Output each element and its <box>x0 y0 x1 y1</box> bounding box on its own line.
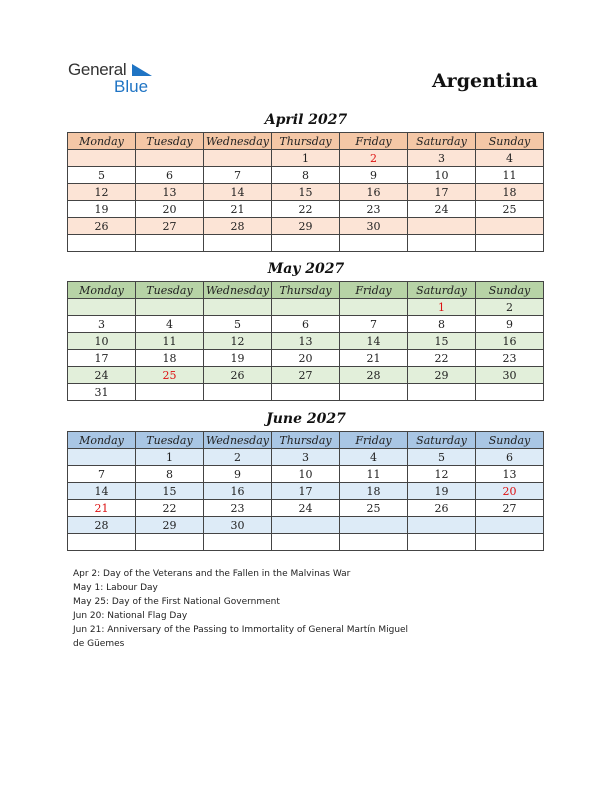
empty-day-cell <box>204 534 272 551</box>
day-cell: 21 <box>68 500 136 517</box>
day-cell: 20 <box>136 201 204 218</box>
weekday-header: Wednesday <box>204 133 272 150</box>
day-cell: 17 <box>68 350 136 367</box>
calendar-april <box>67 132 544 252</box>
empty-day-cell <box>408 218 476 235</box>
empty-day-cell <box>68 449 136 466</box>
empty-day-cell <box>272 235 340 252</box>
day-cell: 7 <box>68 466 136 483</box>
day-cell: 3 <box>408 150 476 167</box>
week-row <box>68 167 544 184</box>
empty-day-cell <box>408 517 476 534</box>
day-cell: 5 <box>408 449 476 466</box>
week-row <box>68 500 544 517</box>
day-cell: 11 <box>340 466 408 483</box>
day-cell: 19 <box>68 201 136 218</box>
weekday-header: Friday <box>340 282 408 299</box>
day-cell: 25 <box>340 500 408 517</box>
empty-day-cell <box>340 534 408 551</box>
empty-day-cell <box>340 235 408 252</box>
empty-day-cell <box>408 384 476 401</box>
calendar-june <box>67 431 544 551</box>
weekday-header: Saturday <box>408 282 476 299</box>
holiday-note: May 25: Day of the First National Government <box>73 597 280 607</box>
week-row <box>68 384 544 401</box>
holiday-notes <box>73 567 433 651</box>
day-cell: 19 <box>204 350 272 367</box>
day-cell: 6 <box>136 167 204 184</box>
week-row <box>68 235 544 252</box>
day-cell: 15 <box>136 483 204 500</box>
day-cell: 29 <box>408 367 476 384</box>
day-cell: 23 <box>204 500 272 517</box>
weekday-header: Wednesday <box>204 282 272 299</box>
day-cell: 28 <box>204 218 272 235</box>
day-cell: 17 <box>272 483 340 500</box>
weekday-header: Tuesday <box>136 432 204 449</box>
empty-day-cell <box>476 235 544 252</box>
week-row <box>68 466 544 483</box>
day-cell: 2 <box>476 299 544 316</box>
empty-day-cell <box>340 299 408 316</box>
day-cell: 20 <box>272 350 340 367</box>
empty-day-cell <box>476 218 544 235</box>
weekday-header: Thursday <box>272 282 340 299</box>
day-cell: 12 <box>408 466 476 483</box>
day-cell: 14 <box>68 483 136 500</box>
day-cell: 16 <box>204 483 272 500</box>
holiday-note: May 1: Labour Day <box>73 583 158 593</box>
day-cell: 30 <box>204 517 272 534</box>
month-title-june: June 2027 <box>266 411 346 427</box>
weekday-header: Wednesday <box>204 432 272 449</box>
day-cell: 27 <box>476 500 544 517</box>
holiday-note: de Güemes <box>73 639 125 649</box>
day-cell: 21 <box>204 201 272 218</box>
day-cell: 22 <box>136 500 204 517</box>
holiday-note: Jun 20: National Flag Day <box>73 611 188 621</box>
day-cell: 9 <box>340 167 408 184</box>
day-cell: 8 <box>408 316 476 333</box>
day-cell: 16 <box>476 333 544 350</box>
empty-day-cell <box>340 384 408 401</box>
week-row <box>68 150 544 167</box>
week-row <box>68 201 544 218</box>
empty-day-cell <box>68 235 136 252</box>
day-cell: 5 <box>68 167 136 184</box>
weekday-header: Friday <box>340 432 408 449</box>
week-row <box>68 333 544 350</box>
weekday-header: Thursday <box>272 432 340 449</box>
day-cell: 14 <box>340 333 408 350</box>
day-cell: 1 <box>408 299 476 316</box>
day-cell: 2 <box>204 449 272 466</box>
empty-day-cell <box>272 534 340 551</box>
day-cell: 1 <box>272 150 340 167</box>
day-cell: 5 <box>204 316 272 333</box>
day-cell: 29 <box>272 218 340 235</box>
day-cell: 9 <box>476 316 544 333</box>
day-cell: 2 <box>340 150 408 167</box>
day-cell: 21 <box>340 350 408 367</box>
weekday-header-row <box>68 282 544 299</box>
day-cell: 26 <box>204 367 272 384</box>
week-row <box>68 218 544 235</box>
day-cell: 9 <box>204 466 272 483</box>
day-cell: 10 <box>272 466 340 483</box>
day-cell: 24 <box>272 500 340 517</box>
month-title-may: May 2027 <box>267 261 345 277</box>
weekday-header: Saturday <box>408 133 476 150</box>
day-cell: 25 <box>476 201 544 218</box>
day-cell: 26 <box>408 500 476 517</box>
weekday-header: Sunday <box>476 133 544 150</box>
weekday-header: Tuesday <box>136 282 204 299</box>
day-cell: 26 <box>68 218 136 235</box>
day-cell: 28 <box>340 367 408 384</box>
weekday-header: Saturday <box>408 432 476 449</box>
empty-day-cell <box>136 150 204 167</box>
empty-day-cell <box>204 150 272 167</box>
day-cell: 18 <box>136 350 204 367</box>
day-cell: 22 <box>272 201 340 218</box>
empty-day-cell <box>68 150 136 167</box>
day-cell: 15 <box>272 184 340 201</box>
day-cell: 13 <box>272 333 340 350</box>
holiday-note: Apr 2: Day of the Veterans and the Fallen in the Malvinas War <box>73 569 351 579</box>
day-cell: 18 <box>476 184 544 201</box>
day-cell: 1 <box>136 449 204 466</box>
week-row <box>68 517 544 534</box>
month-title-april: April 2027 <box>264 112 348 128</box>
day-cell: 28 <box>68 517 136 534</box>
day-cell: 27 <box>272 367 340 384</box>
day-cell: 13 <box>136 184 204 201</box>
weekday-header-row <box>68 432 544 449</box>
empty-day-cell <box>136 384 204 401</box>
day-cell: 6 <box>272 316 340 333</box>
day-cell: 13 <box>476 466 544 483</box>
empty-day-cell <box>476 517 544 534</box>
calendar-may <box>67 281 544 401</box>
day-cell: 30 <box>476 367 544 384</box>
country-title: Argentina <box>431 70 538 92</box>
weekday-header: Monday <box>68 432 136 449</box>
week-row <box>68 299 544 316</box>
day-cell: 8 <box>272 167 340 184</box>
day-cell: 16 <box>340 184 408 201</box>
week-row <box>68 316 544 333</box>
empty-day-cell <box>340 517 408 534</box>
logo-triangle-icon <box>132 62 154 78</box>
day-cell: 10 <box>408 167 476 184</box>
empty-day-cell <box>272 384 340 401</box>
empty-day-cell <box>136 235 204 252</box>
day-cell: 27 <box>136 218 204 235</box>
day-cell: 3 <box>68 316 136 333</box>
weekday-header: Sunday <box>476 432 544 449</box>
empty-day-cell <box>204 299 272 316</box>
day-cell: 6 <box>476 449 544 466</box>
empty-day-cell <box>408 235 476 252</box>
empty-day-cell <box>68 299 136 316</box>
week-row <box>68 184 544 201</box>
empty-day-cell <box>136 534 204 551</box>
day-cell: 11 <box>136 333 204 350</box>
empty-day-cell <box>204 235 272 252</box>
day-cell: 12 <box>68 184 136 201</box>
weekday-header: Thursday <box>272 133 340 150</box>
weekday-header: Monday <box>68 282 136 299</box>
logo-text-general: General <box>68 60 127 79</box>
holiday-note: Jun 21: Anniversary of the Passing to Immortality of General Martín Miguel <box>73 625 409 635</box>
day-cell: 30 <box>340 218 408 235</box>
day-cell: 4 <box>136 316 204 333</box>
weekday-header-row <box>68 133 544 150</box>
day-cell: 7 <box>340 316 408 333</box>
week-row <box>68 350 544 367</box>
weekday-header: Tuesday <box>136 133 204 150</box>
day-cell: 23 <box>476 350 544 367</box>
day-cell: 4 <box>476 150 544 167</box>
week-row <box>68 449 544 466</box>
general-blue-logo <box>68 60 168 100</box>
day-cell: 12 <box>204 333 272 350</box>
empty-day-cell <box>408 534 476 551</box>
weekday-header: Monday <box>68 133 136 150</box>
weekday-header: Sunday <box>476 282 544 299</box>
day-cell: 19 <box>408 483 476 500</box>
day-cell: 14 <box>204 184 272 201</box>
day-cell: 25 <box>136 367 204 384</box>
day-cell: 11 <box>476 167 544 184</box>
day-cell: 3 <box>272 449 340 466</box>
empty-day-cell <box>204 384 272 401</box>
week-row <box>68 534 544 551</box>
day-cell: 7 <box>204 167 272 184</box>
day-cell: 23 <box>340 201 408 218</box>
weekday-header: Friday <box>340 133 408 150</box>
empty-day-cell <box>476 384 544 401</box>
day-cell: 22 <box>408 350 476 367</box>
week-row <box>68 483 544 500</box>
day-cell: 24 <box>408 201 476 218</box>
day-cell: 8 <box>136 466 204 483</box>
day-cell: 4 <box>340 449 408 466</box>
empty-day-cell <box>272 517 340 534</box>
empty-day-cell <box>136 299 204 316</box>
day-cell: 20 <box>476 483 544 500</box>
logo-text-blue: Blue <box>114 77 149 96</box>
empty-day-cell <box>272 299 340 316</box>
day-cell: 10 <box>68 333 136 350</box>
day-cell: 15 <box>408 333 476 350</box>
day-cell: 18 <box>340 483 408 500</box>
week-row <box>68 367 544 384</box>
day-cell: 17 <box>408 184 476 201</box>
day-cell: 24 <box>68 367 136 384</box>
day-cell: 31 <box>68 384 136 401</box>
day-cell: 29 <box>136 517 204 534</box>
empty-day-cell <box>476 534 544 551</box>
empty-day-cell <box>68 534 136 551</box>
